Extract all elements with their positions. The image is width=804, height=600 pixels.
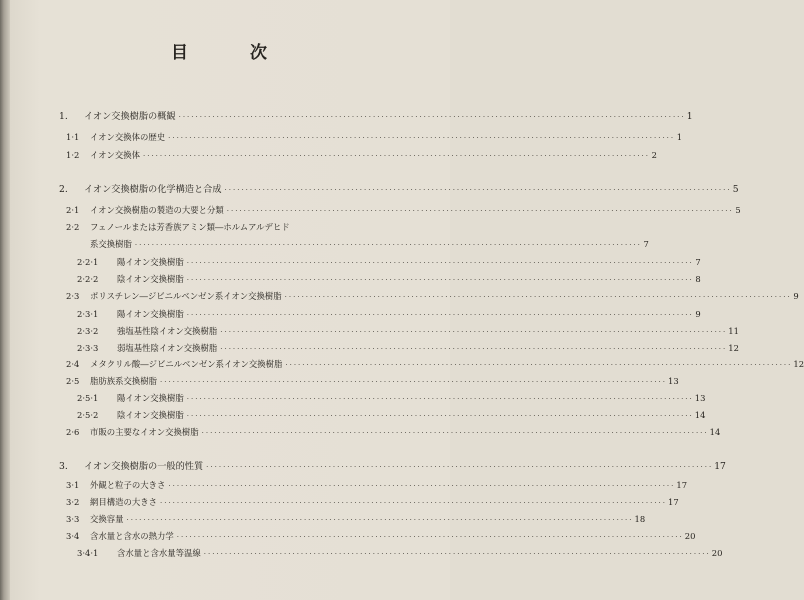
toc-page-number: 20 <box>684 531 696 541</box>
toc-dot-leader: ························································································································ <box>224 186 732 194</box>
toc-entry-number: 2·4 <box>66 359 80 369</box>
toc-dot-leader: ························································································································ <box>206 463 714 471</box>
toc-dot-leader: ························································································································ <box>186 259 694 267</box>
toc-dot-leader: ························································································································ <box>284 293 792 301</box>
toc-entry-number: 3·2 <box>66 497 80 507</box>
toc-entry <box>66 529 696 543</box>
toc-entry <box>77 391 706 405</box>
toc-page-number: 20 <box>711 548 723 558</box>
toc-page-number: 1 <box>676 132 683 142</box>
toc-chapter-entry <box>59 183 739 197</box>
toc-entry-number: 2·5·1 <box>77 393 99 403</box>
toc-entry <box>66 374 679 388</box>
toc-entry-title: 含水量と含水量等温線 <box>117 548 201 558</box>
toc-page-number: 13 <box>668 376 679 386</box>
toc-entry-title: イオン交換樹脂の化学構造と合成 <box>84 184 222 195</box>
toc-entry <box>66 289 799 303</box>
toc-chapter-entry <box>59 460 726 474</box>
toc-entry-number: 2·3·3 <box>77 343 99 353</box>
toc-entry <box>66 357 804 371</box>
toc-entry-title: 含水量と含水の熱力学 <box>90 531 174 541</box>
toc-entry-title: イオン交換樹脂の製造の大要と分類 <box>90 205 224 215</box>
toc-dot-leader: ························································································································ <box>186 311 694 319</box>
toc-page-number: 12 <box>793 359 804 369</box>
toc-dot-leader: ························································································································ <box>201 429 709 437</box>
page-title-char-1: 目 <box>171 43 189 63</box>
toc-dot-leader: ························································································································ <box>134 241 642 249</box>
toc-entry-number: 2·2 <box>66 222 80 232</box>
toc-entry-title: 陽イオン交換樹脂 <box>117 393 184 403</box>
toc-page-number: 12 <box>728 343 739 353</box>
toc-entry <box>77 255 701 269</box>
toc-entry-number: 1·1 <box>66 132 80 142</box>
toc-dot-leader: ························································································································ <box>168 482 676 490</box>
toc-entry-number: 1·2 <box>66 150 80 160</box>
toc-entry-number: 3. <box>59 461 68 472</box>
toc-entry-number: 2·3·2 <box>77 326 99 336</box>
toc-entry <box>66 203 741 217</box>
toc-entry-title: 陰イオン交換樹脂 <box>117 274 184 284</box>
toc-entry-number: 3·1 <box>66 480 80 490</box>
toc-dot-leader: ························································································································ <box>186 395 694 403</box>
toc-dot-leader: ························································································································ <box>143 152 651 160</box>
toc-chapter-entry <box>59 110 693 124</box>
toc-entry <box>66 495 679 509</box>
toc-page-number: 7 <box>695 257 701 267</box>
toc-page-number: 9 <box>793 291 799 301</box>
toc-entry-number: 3·4 <box>66 531 80 541</box>
toc-entry-title: メタクリル酸―ジビニルベンゼン系イオン交換樹脂 <box>90 359 283 369</box>
toc-entry-title: 系交換樹脂 <box>90 239 132 249</box>
toc-entry-title: 強塩基性陰イオン交換樹脂 <box>117 326 218 336</box>
toc-entry-number: 2·1 <box>66 205 80 215</box>
toc-dot-leader: ························································································································ <box>285 361 793 369</box>
toc-page-number: 17 <box>668 497 679 507</box>
toc-dot-leader: ························································································································ <box>203 550 711 558</box>
toc-entry <box>66 130 683 144</box>
toc-page-number: 5 <box>732 184 739 195</box>
toc-dot-leader: ························································································································ <box>226 207 734 215</box>
toc-entry-title: 外観と粒子の大きさ <box>90 480 166 490</box>
toc-entry-title: フェノールまたは芳香族アミン類―ホルムアルデヒド <box>90 222 290 232</box>
toc-dot-leader: ························································································································ <box>186 412 694 420</box>
toc-entry-title: 交換容量 <box>90 514 124 524</box>
toc-dot-leader: ························································································································ <box>160 499 668 507</box>
toc-entry-number: 2·2·2 <box>77 274 99 284</box>
toc-entry <box>66 478 688 492</box>
page-title-char-2: 次 <box>250 43 268 63</box>
toc-dot-leader: ························································································································ <box>160 378 668 386</box>
toc-entry <box>77 307 701 321</box>
toc-entry-title: 網目構造の大きさ <box>90 497 157 507</box>
toc-page-number: 18 <box>634 514 646 524</box>
toc-entry-number: 1. <box>59 111 68 122</box>
toc-dot-leader: ························································································································ <box>168 134 676 142</box>
toc-entry-title: 陽イオン交換樹脂 <box>117 257 184 267</box>
toc-entry-number: 2·6 <box>66 427 80 437</box>
toc-entry-number: 3·3 <box>66 514 80 524</box>
toc-dot-leader: ························································································································ <box>220 345 728 353</box>
toc-page-number: 5 <box>735 205 741 215</box>
toc-dot-leader: ························································································································ <box>186 276 694 284</box>
toc-entry-title: 弱塩基性陰イオン交換樹脂 <box>117 343 218 353</box>
page-gutter-shadow <box>0 0 10 600</box>
toc-entry-title: イオン交換樹脂の一般的性質 <box>84 461 204 472</box>
toc-entry <box>77 408 706 422</box>
toc-entry <box>66 220 388 234</box>
toc-dot-leader: ························································································································ <box>176 533 684 541</box>
toc-page-number: 17 <box>676 480 688 490</box>
toc-dot-leader: ························································································································ <box>178 113 686 121</box>
toc-entry-title: ポリスチレン―ジビニルベンゼン系イオン交換樹脂 <box>90 291 282 301</box>
toc-entry-title: 市販の主要なイオン交換樹脂 <box>90 427 199 437</box>
toc-entry-title: 脂肪族系交換樹脂 <box>90 376 157 386</box>
toc-dot-leader: ························································································································ <box>220 328 728 336</box>
toc-entry <box>66 512 646 526</box>
toc-dot-leader: ························································································································ <box>126 516 634 524</box>
toc-entry-number: 2·2·1 <box>77 257 99 267</box>
toc-entry <box>77 341 739 355</box>
toc-entry <box>77 546 723 560</box>
toc-page-number: 17 <box>714 461 726 472</box>
toc-entry-title: イオン交換樹脂の概観 <box>84 111 176 122</box>
toc-page-number: 1 <box>686 111 693 122</box>
toc-page-number: 14 <box>694 410 706 420</box>
toc-entry <box>66 425 721 439</box>
toc-entry-number: 2·3 <box>66 291 80 301</box>
toc-entry-number: 2·5·2 <box>77 410 99 420</box>
toc-page-number: 9 <box>695 309 701 319</box>
toc-entry <box>77 272 701 286</box>
toc-entry-title: イオン交換体 <box>90 150 140 160</box>
toc-entry-number: 2·5 <box>66 376 80 386</box>
toc-entry <box>90 237 649 251</box>
toc-entry <box>66 148 658 162</box>
toc-entry-title: 陰イオン交換樹脂 <box>117 410 184 420</box>
toc-entry-number: 2·3·1 <box>77 309 99 319</box>
toc-page-number: 11 <box>728 326 739 336</box>
toc-entry-title: イオン交換体の歴史 <box>90 132 166 142</box>
toc-page-number: 13 <box>694 393 706 403</box>
toc-page-number: 8 <box>695 274 701 284</box>
toc-page-number: 14 <box>709 427 721 437</box>
toc-page-number: 2 <box>651 150 658 160</box>
toc-entry-title: 陽イオン交換樹脂 <box>117 309 184 319</box>
toc-entry <box>77 324 739 338</box>
toc-entry-number: 2. <box>59 184 68 195</box>
toc-page-number: 7 <box>643 239 649 249</box>
toc-entry-number: 3·4·1 <box>77 548 99 558</box>
